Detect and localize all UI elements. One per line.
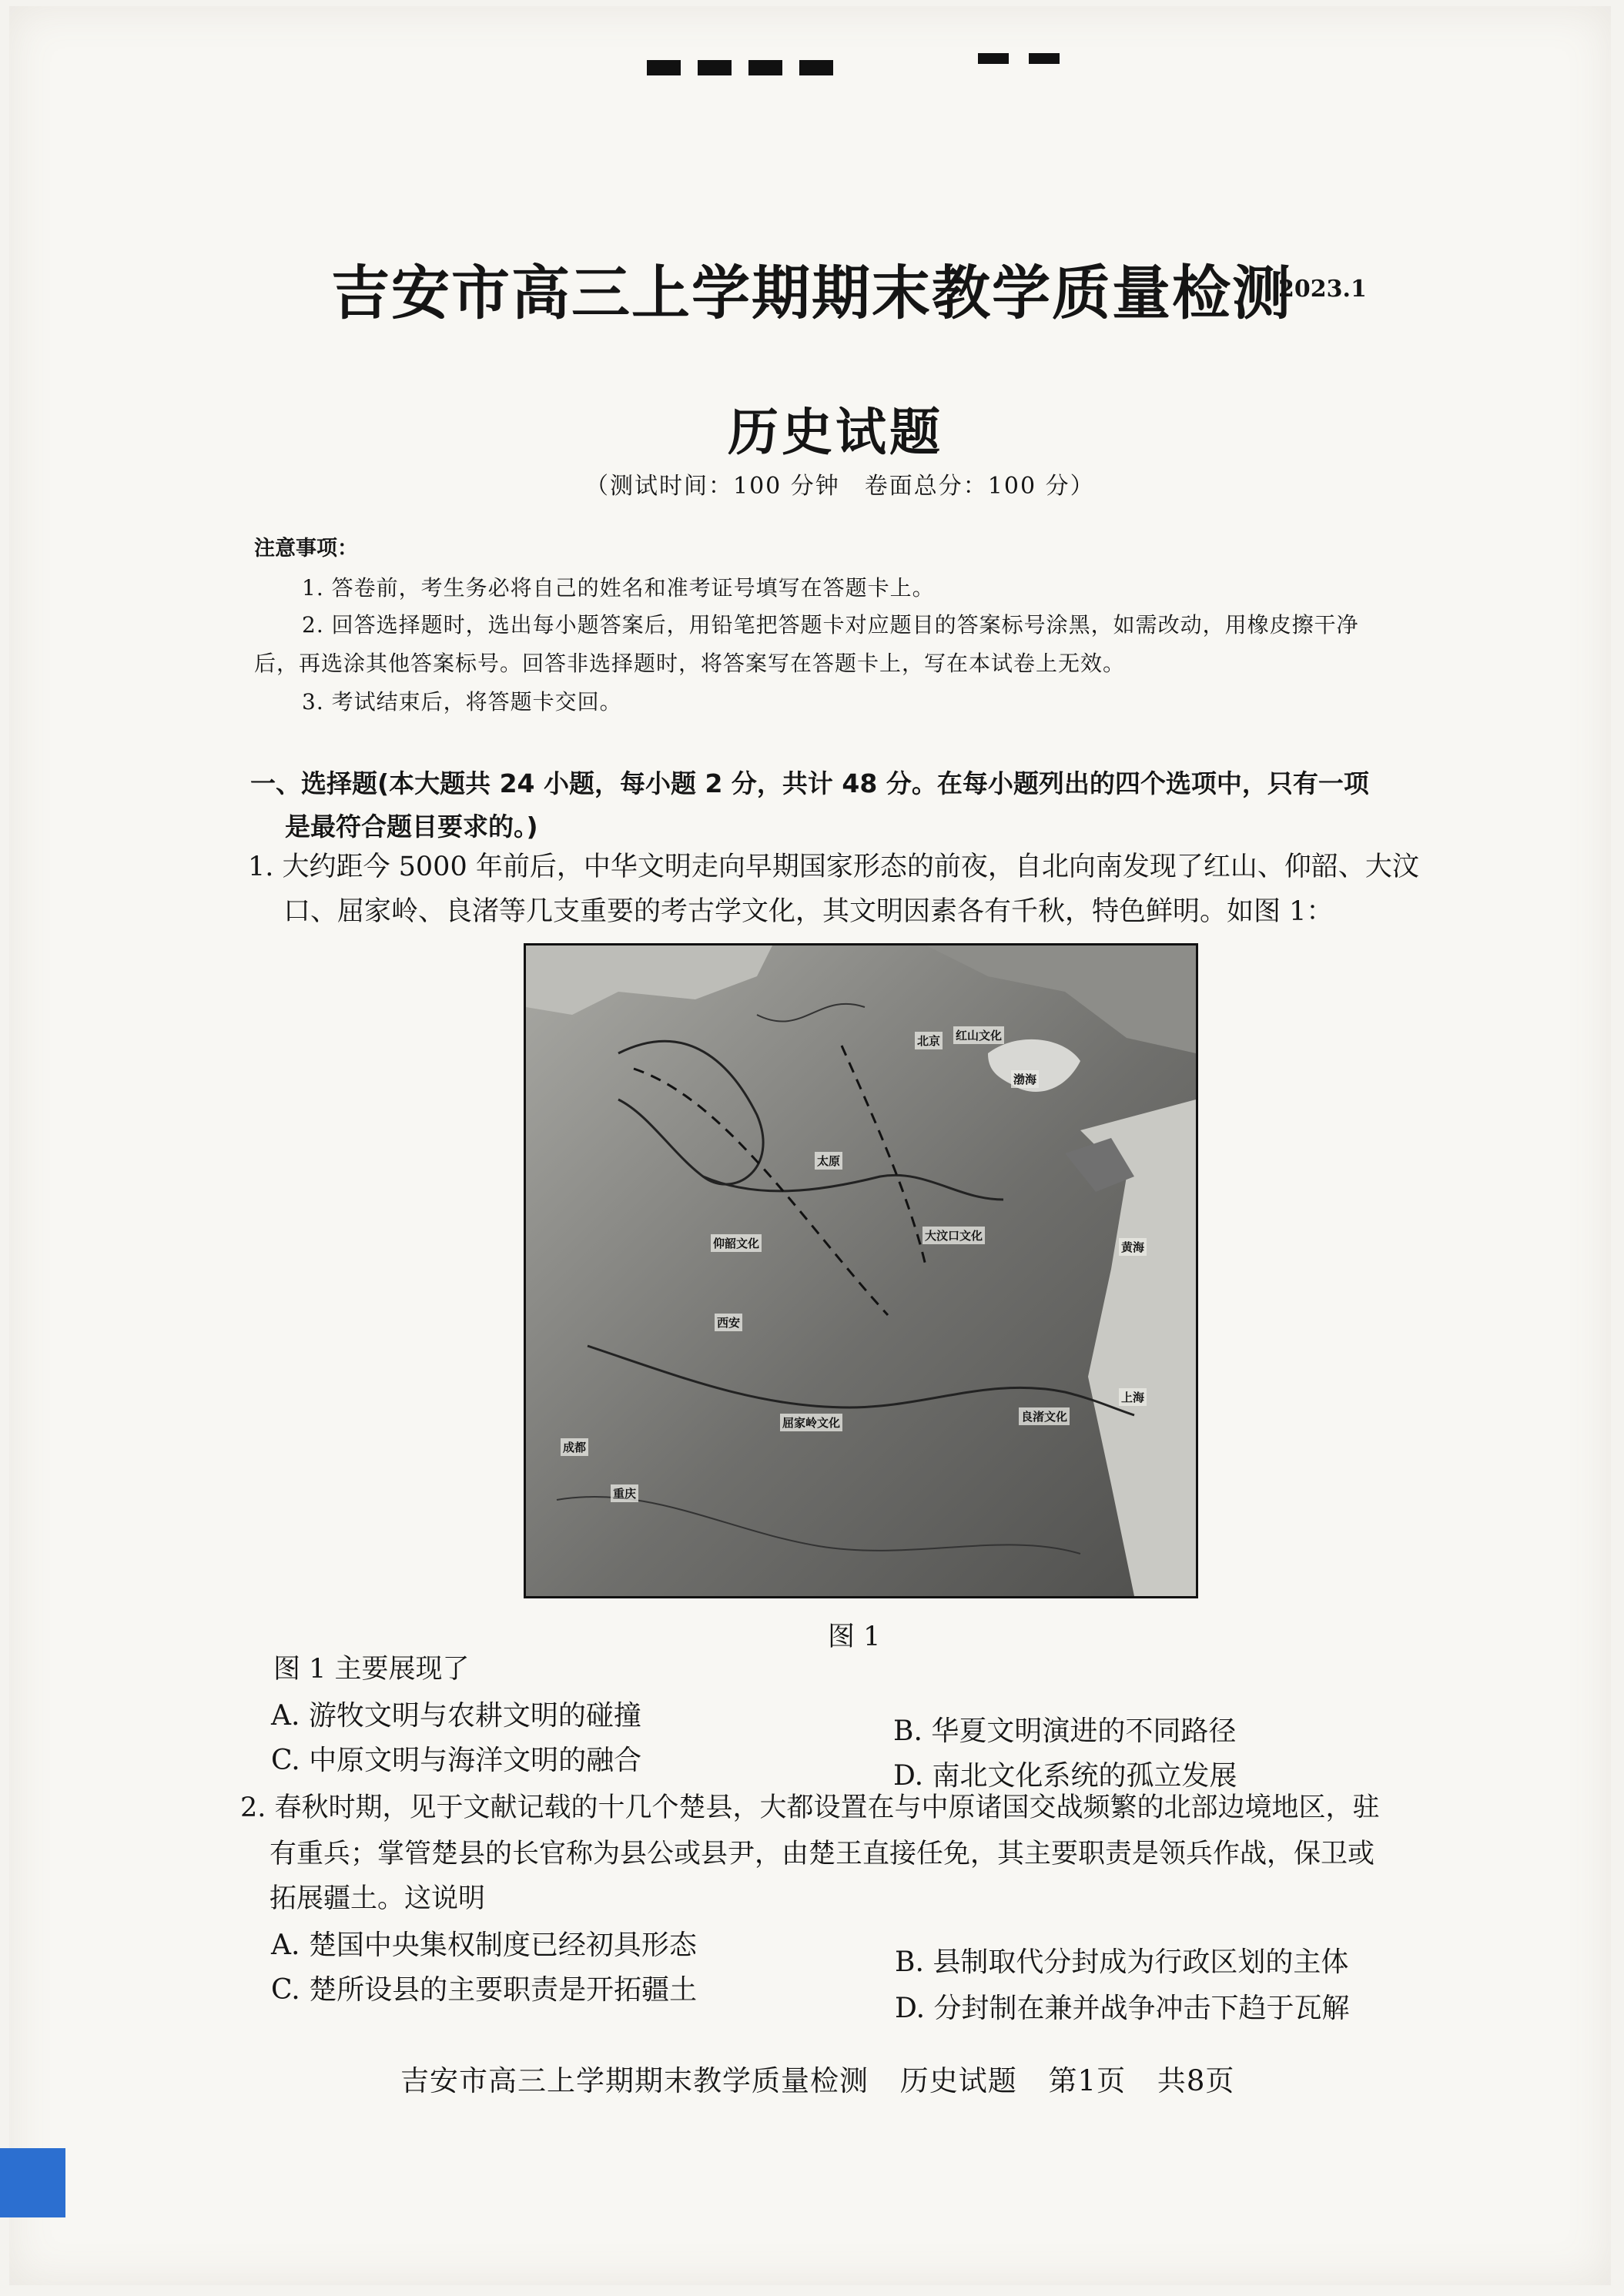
q1-stem: 图 1 主要展现了 — [273, 1654, 470, 1685]
registration-marks — [647, 60, 850, 79]
map-label-chongqing: 重庆 — [611, 1484, 638, 1502]
blue-edge-artifact — [0, 2148, 65, 2217]
footer-exam-name: 吉安市高三上学期期末教学质量检测 — [400, 2064, 869, 2097]
q1-option-d: D. 南北文化系统的孤立发展 — [893, 1760, 1237, 1792]
map-label-liangzhu: 良渚文化 — [1019, 1407, 1070, 1425]
map-label-bohai: 渤海 — [1011, 1070, 1039, 1088]
map-label-huanghai: 黄海 — [1119, 1238, 1147, 1256]
q2-option-c: C. 楚所设县的主要职责是开拓疆土 — [271, 1974, 698, 2006]
section-heading-line1: 一、选择题(本大题共 24 小题，每小题 2 分，共计 48 分。在每小题列出的四个选项中，只有一项 — [250, 768, 1369, 798]
map-label-taiyuan: 太原 — [815, 1152, 842, 1170]
page-footer — [400, 2057, 1256, 2099]
map-label-yangshao: 仰韶文化 — [711, 1234, 762, 1252]
q2-text-line2: 有重兵；掌管楚县的长官称为县公或县尹，由楚王直接任免，其主要职责是领兵作战，保卫或 — [270, 1839, 1375, 1869]
map-label-chengdu: 成都 — [561, 1438, 588, 1456]
q2-text-line1: 2. 春秋时期，见于文献记载的十几个楚县，大都设置在与中原诸国交战频繁的北部边境地区，驻 — [240, 1792, 1380, 1823]
notice-item: 1. 答卷前，考生务必将自己的姓名和准考证号填写在答题卡上。 — [302, 575, 935, 601]
section-heading — [250, 762, 1452, 848]
exam-date: 2023.1 — [1278, 276, 1367, 303]
q2-option-b: B. 县制取代分封成为行政区划的主体 — [895, 1946, 1349, 1978]
q1-option-c: C. 中原文明与海洋文明的融合 — [271, 1745, 642, 1776]
footer-subject: 历史试题 — [899, 2064, 1017, 2097]
figure1-map — [524, 943, 1198, 1598]
notice-item: 3. 考试结束后，将答题卡交回。 — [302, 689, 622, 715]
q1-text-line2: 口、屈家岭、良渚等几支重要的考古学文化，其文明因素各有千秋，特色鲜明。如图 1： — [283, 896, 1334, 927]
subject-title: 历史试题 — [728, 403, 943, 462]
q1-option-a: A. 游牧文明与农耕文明的碰撞 — [271, 1700, 641, 1732]
footer-page: 第1页 — [1048, 2064, 1127, 2097]
notice-item: 后，再选涂其他答案标号。回答非选择题时，将答案写在答题卡上，写在本试卷上无效。 — [254, 651, 1126, 676]
exam-info: （测试时间：100 分钟 卷面总分：100 分） — [585, 473, 1095, 500]
q1-option-b: B. 华夏文明演进的不同路径 — [893, 1715, 1237, 1747]
figure1-caption: 图 1 — [828, 1622, 881, 1652]
notice-item: 2. 回答选择题时，选出每小题答案后，用铅笔把答题卡对应题目的答案标号涂黑，如需改动，用橡皮擦干净 — [302, 612, 1359, 638]
section-heading-line2: 是最符合题目要求的。) — [285, 812, 538, 842]
map-label-hongshan: 红山文化 — [953, 1026, 1004, 1044]
exam-title: 吉安市高三上学期期末教学质量检测 — [331, 259, 1292, 327]
map-label-qujialing: 屈家岭文化 — [780, 1414, 842, 1431]
q2-text-line3: 拓展疆土。这说明 — [270, 1883, 486, 1914]
map-label-dawenkou: 大汶口文化 — [922, 1227, 985, 1244]
registration-marks-right — [978, 52, 1080, 67]
footer-total: 共8页 — [1157, 2064, 1235, 2097]
q2-option-a: A. 楚国中央集权制度已经初具形态 — [271, 1930, 697, 1961]
map-label-shanghai: 上海 — [1119, 1388, 1147, 1406]
q2-option-d: D. 分封制在兼并战争冲击下趋于瓦解 — [895, 1993, 1350, 2024]
map-label-beijing: 北京 — [915, 1032, 943, 1049]
notice-title: 注意事项： — [254, 537, 358, 561]
q1-text-line1: 1. 大约距今 5000 年前后，中华文明走向早期国家形态的前夜，自北向南发现了红山、仰韶、大汶 — [248, 852, 1419, 882]
map-label-xian: 西安 — [715, 1314, 742, 1331]
